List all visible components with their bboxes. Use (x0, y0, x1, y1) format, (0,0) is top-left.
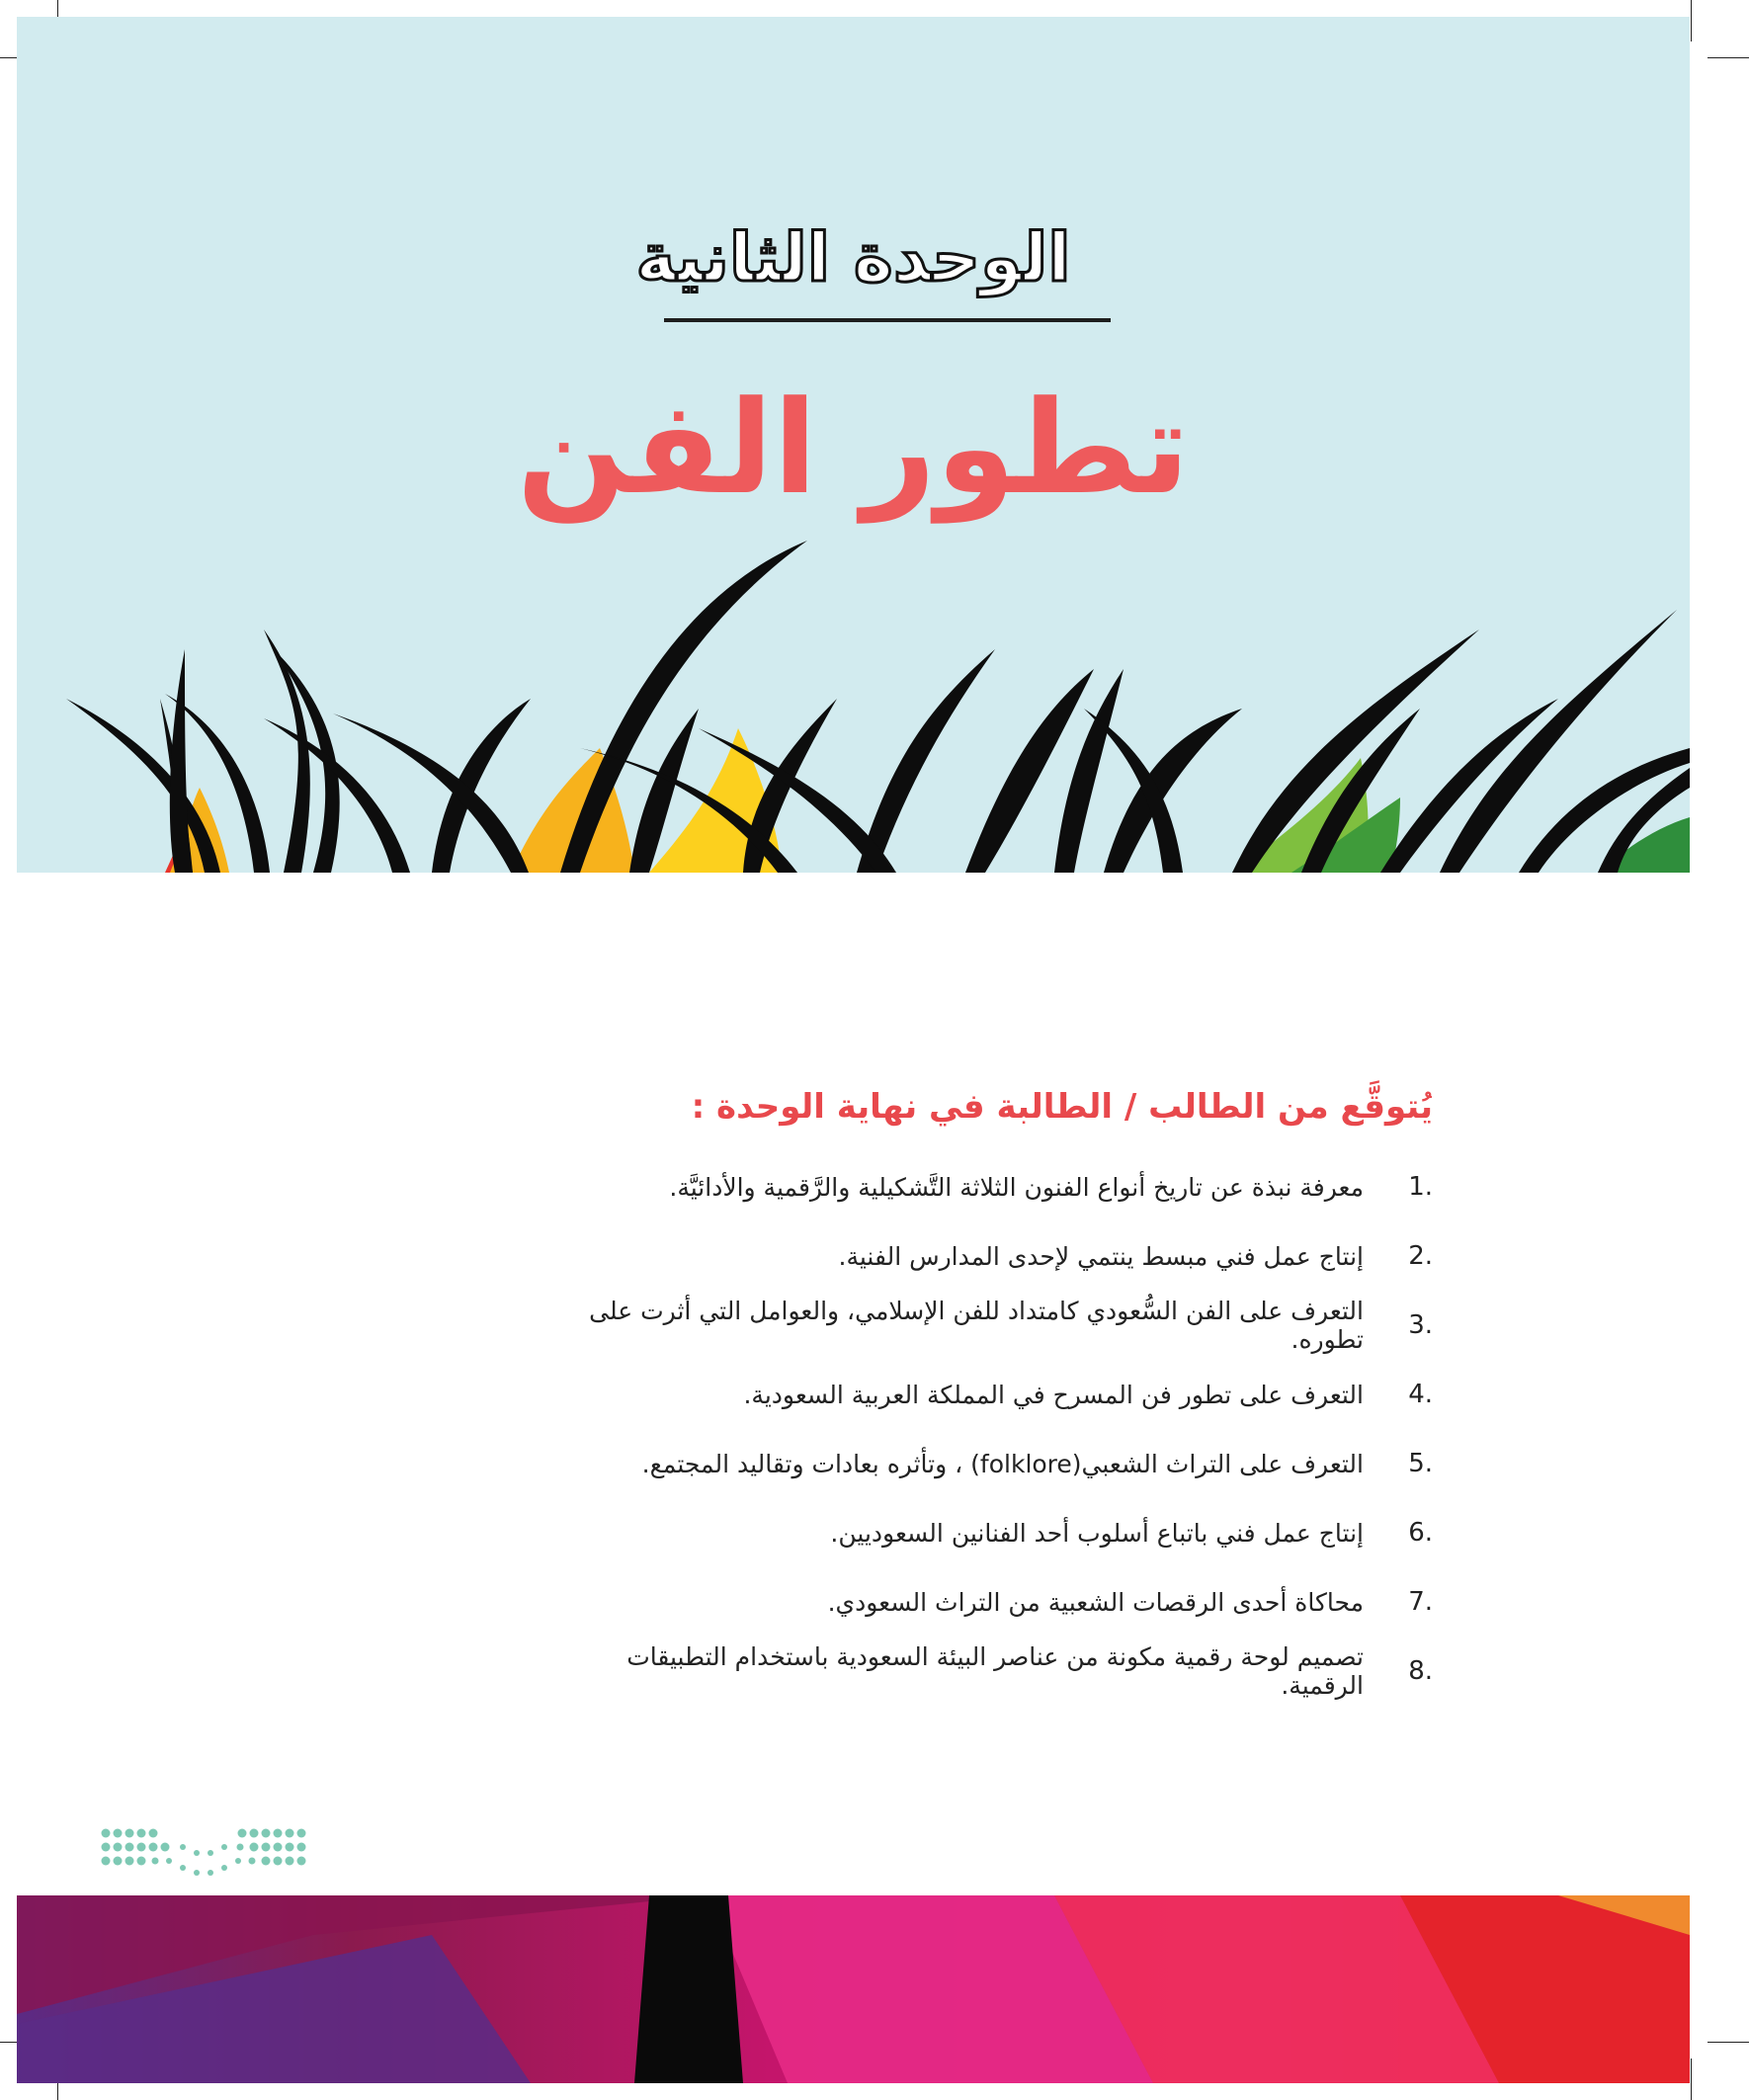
unit-number-label: الوحدة الثانية (635, 219, 1071, 297)
crop-mark (1691, 2058, 1692, 2100)
list-item (553, 1221, 1433, 1291)
item-text: إنتاج عمل فني باتباع أسلوب أحد الفنانين السعوديين. (830, 1518, 1364, 1548)
list-item (553, 1291, 1433, 1360)
item-number: 7. (1408, 1587, 1433, 1617)
item-number: 4. (1408, 1380, 1433, 1409)
crop-mark (1707, 2042, 1749, 2043)
item-text: التعرف على التراث الشعبي(folklore) ، وتأثره بعادات وتقاليد المجتمع. (641, 1449, 1364, 1478)
item-text: إنتاج عمل فني مبسط ينتمي لإحدى المدارس الفنية. (838, 1241, 1364, 1271)
list-item (553, 1498, 1433, 1567)
item-number: 8. (1408, 1656, 1433, 1686)
item-number: 3. (1408, 1310, 1433, 1340)
list-item (553, 1360, 1433, 1429)
item-number: 6. (1408, 1518, 1433, 1548)
item-text: التعرف على تطور فن المسرح في المملكة العربية السعودية. (743, 1380, 1364, 1409)
list-item (553, 1152, 1433, 1221)
item-number: 1. (1408, 1172, 1433, 1202)
item-text: التعرف على الفن السُّعودي كامتداد للفن الإسلامي، والعوامل التي أثرت على تطوره. (589, 1297, 1364, 1354)
ministry-dots-icon (94, 1823, 311, 1892)
unit-header (17, 17, 1690, 873)
crop-mark (1691, 0, 1692, 42)
item-text: تصميم لوحة رقمية مكونة من عناصر البيئة السعودية باستخدام التطبيقات الرقمية. (626, 1642, 1364, 1700)
objectives-heading: يُتوقَّع من الطالب / الطالبة في نهاية الوحدة : (691, 1087, 1433, 1127)
footer-color-band (17, 1895, 1690, 2083)
list-item (553, 1567, 1433, 1637)
list-item (553, 1429, 1433, 1498)
item-number: 2. (1408, 1241, 1433, 1271)
learning-objectives (553, 1087, 1433, 1706)
title-divider (664, 318, 1111, 322)
item-text: معرفة نبذة عن تاريخ أنواع الفنون الثلاثة التَّشكيلية والرَّقمية والأدائيَّة. (669, 1172, 1364, 1202)
item-number: 5. (1408, 1449, 1433, 1478)
item-text: محاكاة أحدى الرقصات الشعبية من التراث السعودي. (827, 1587, 1364, 1617)
unit-title: تطور الفن (517, 373, 1190, 523)
crop-mark (1707, 57, 1749, 58)
list-item (553, 1637, 1433, 1706)
